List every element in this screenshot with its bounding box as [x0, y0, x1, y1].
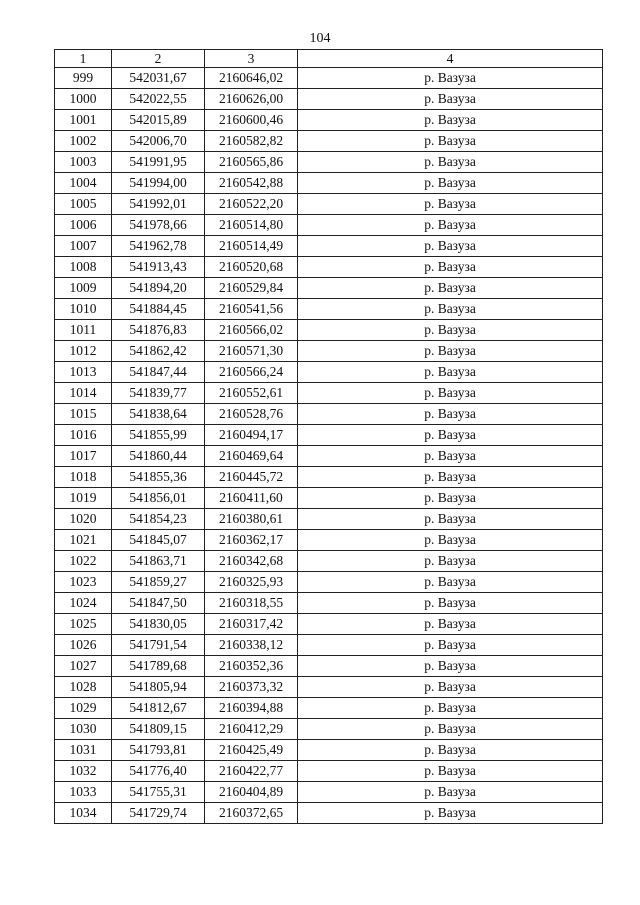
- y-coordinate-cell: 2160469,64: [205, 446, 298, 467]
- y-coordinate-cell: 2160552,61: [205, 383, 298, 404]
- x-coordinate-cell: 541992,01: [112, 194, 205, 215]
- description-cell: р. Вазуза: [298, 341, 603, 362]
- description-cell: р. Вазуза: [298, 68, 603, 89]
- point-number-cell: 1028: [55, 677, 112, 698]
- point-number-cell: 1017: [55, 446, 112, 467]
- description-cell: р. Вазуза: [298, 719, 603, 740]
- column-header-point-number: 1: [55, 50, 112, 68]
- y-coordinate-cell: 2160571,30: [205, 341, 298, 362]
- description-cell: р. Вазуза: [298, 614, 603, 635]
- description-cell: р. Вазуза: [298, 362, 603, 383]
- column-header-x-coordinate: 2: [112, 50, 205, 68]
- x-coordinate-cell: 542031,67: [112, 68, 205, 89]
- point-number-cell: 1002: [55, 131, 112, 152]
- description-cell: р. Вазуза: [298, 89, 603, 110]
- table-row: [55, 698, 603, 719]
- description-cell: р. Вазуза: [298, 467, 603, 488]
- table-row: [55, 530, 603, 551]
- point-number-cell: 1034: [55, 803, 112, 824]
- point-number-cell: 1023: [55, 572, 112, 593]
- table-row: [55, 488, 603, 509]
- y-coordinate-cell: 2160404,89: [205, 782, 298, 803]
- description-cell: р. Вазуза: [298, 635, 603, 656]
- x-coordinate-cell: 541962,78: [112, 236, 205, 257]
- description-cell: р. Вазуза: [298, 299, 603, 320]
- table-row: [55, 68, 603, 89]
- point-number-cell: 1031: [55, 740, 112, 761]
- x-coordinate-cell: 541830,05: [112, 614, 205, 635]
- point-number-cell: 1022: [55, 551, 112, 572]
- x-coordinate-cell: 541894,20: [112, 278, 205, 299]
- description-cell: р. Вазуза: [298, 194, 603, 215]
- description-cell: р. Вазуза: [298, 593, 603, 614]
- point-number-cell: 1010: [55, 299, 112, 320]
- y-coordinate-cell: 2160542,88: [205, 173, 298, 194]
- description-cell: р. Вазуза: [298, 446, 603, 467]
- x-coordinate-cell: 541847,44: [112, 362, 205, 383]
- y-coordinate-cell: 2160362,17: [205, 530, 298, 551]
- description-cell: р. Вазуза: [298, 152, 603, 173]
- y-coordinate-cell: 2160425,49: [205, 740, 298, 761]
- table-row: [55, 425, 603, 446]
- point-number-cell: 1024: [55, 593, 112, 614]
- table-row: [55, 341, 603, 362]
- table-row: [55, 236, 603, 257]
- y-coordinate-cell: 2160445,72: [205, 467, 298, 488]
- point-number-cell: 1005: [55, 194, 112, 215]
- column-header-y-coordinate: 3: [205, 50, 298, 68]
- y-coordinate-cell: 2160522,20: [205, 194, 298, 215]
- description-cell: р. Вазуза: [298, 110, 603, 131]
- point-number-cell: 1018: [55, 467, 112, 488]
- x-coordinate-cell: 541729,74: [112, 803, 205, 824]
- y-coordinate-cell: 2160514,49: [205, 236, 298, 257]
- point-number-cell: 1026: [55, 635, 112, 656]
- description-cell: р. Вазуза: [298, 740, 603, 761]
- table-row: [55, 383, 603, 404]
- y-coordinate-cell: 2160394,88: [205, 698, 298, 719]
- point-number-cell: 1019: [55, 488, 112, 509]
- y-coordinate-cell: 2160494,17: [205, 425, 298, 446]
- x-coordinate-cell: 541854,23: [112, 509, 205, 530]
- y-coordinate-cell: 2160342,68: [205, 551, 298, 572]
- x-coordinate-cell: 541862,42: [112, 341, 205, 362]
- description-cell: р. Вазуза: [298, 320, 603, 341]
- description-cell: р. Вазуза: [298, 173, 603, 194]
- table-row: [55, 635, 603, 656]
- point-number-cell: 1006: [55, 215, 112, 236]
- point-number-cell: 1012: [55, 341, 112, 362]
- description-cell: р. Вазуза: [298, 509, 603, 530]
- x-coordinate-cell: 541809,15: [112, 719, 205, 740]
- description-cell: р. Вазуза: [298, 488, 603, 509]
- table-row: [55, 278, 603, 299]
- x-coordinate-cell: 541838,64: [112, 404, 205, 425]
- table-row: [55, 446, 603, 467]
- table-row: [55, 299, 603, 320]
- y-coordinate-cell: 2160520,68: [205, 257, 298, 278]
- table-row: [55, 257, 603, 278]
- y-coordinate-cell: 2160412,29: [205, 719, 298, 740]
- x-coordinate-cell: 542015,89: [112, 110, 205, 131]
- column-header-description: 4: [298, 50, 603, 68]
- x-coordinate-cell: 541884,45: [112, 299, 205, 320]
- y-coordinate-cell: 2160317,42: [205, 614, 298, 635]
- description-cell: р. Вазуза: [298, 530, 603, 551]
- table-row: [55, 614, 603, 635]
- y-coordinate-cell: 2160529,84: [205, 278, 298, 299]
- table-header-row: [55, 50, 603, 68]
- y-coordinate-cell: 2160626,00: [205, 89, 298, 110]
- x-coordinate-cell: 542006,70: [112, 131, 205, 152]
- description-cell: р. Вазуза: [298, 425, 603, 446]
- y-coordinate-cell: 2160338,12: [205, 635, 298, 656]
- table-row: [55, 551, 603, 572]
- x-coordinate-cell: 541913,43: [112, 257, 205, 278]
- y-coordinate-cell: 2160528,76: [205, 404, 298, 425]
- y-coordinate-cell: 2160422,77: [205, 761, 298, 782]
- table-row: [55, 719, 603, 740]
- point-number-cell: 1003: [55, 152, 112, 173]
- x-coordinate-cell: 541805,94: [112, 677, 205, 698]
- x-coordinate-cell: 541776,40: [112, 761, 205, 782]
- table-row: [55, 362, 603, 383]
- table-row: [55, 320, 603, 341]
- point-number-cell: 1029: [55, 698, 112, 719]
- table-row: [55, 593, 603, 614]
- y-coordinate-cell: 2160373,32: [205, 677, 298, 698]
- x-coordinate-cell: 542022,55: [112, 89, 205, 110]
- point-number-cell: 1000: [55, 89, 112, 110]
- y-coordinate-cell: 2160372,65: [205, 803, 298, 824]
- point-number-cell: 1015: [55, 404, 112, 425]
- description-cell: р. Вазуза: [298, 383, 603, 404]
- x-coordinate-cell: 541847,50: [112, 593, 205, 614]
- y-coordinate-cell: 2160566,24: [205, 362, 298, 383]
- x-coordinate-cell: 541859,27: [112, 572, 205, 593]
- description-cell: р. Вазуза: [298, 677, 603, 698]
- point-number-cell: 1008: [55, 257, 112, 278]
- description-cell: р. Вазуза: [298, 551, 603, 572]
- y-coordinate-cell: 2160380,61: [205, 509, 298, 530]
- point-number-cell: 1009: [55, 278, 112, 299]
- table-row: [55, 404, 603, 425]
- description-cell: р. Вазуза: [298, 215, 603, 236]
- x-coordinate-cell: 541856,01: [112, 488, 205, 509]
- x-coordinate-cell: 541855,99: [112, 425, 205, 446]
- x-coordinate-cell: 541863,71: [112, 551, 205, 572]
- point-number-cell: 999: [55, 68, 112, 89]
- description-cell: р. Вазуза: [298, 803, 603, 824]
- y-coordinate-cell: 2160582,82: [205, 131, 298, 152]
- description-cell: р. Вазуза: [298, 257, 603, 278]
- description-cell: р. Вазуза: [298, 656, 603, 677]
- table-row: [55, 761, 603, 782]
- point-number-cell: 1027: [55, 656, 112, 677]
- description-cell: р. Вазуза: [298, 761, 603, 782]
- table-row: [55, 467, 603, 488]
- table-row: [55, 740, 603, 761]
- table-row: [55, 194, 603, 215]
- description-cell: р. Вазуза: [298, 782, 603, 803]
- point-number-cell: 1032: [55, 761, 112, 782]
- y-coordinate-cell: 2160565,86: [205, 152, 298, 173]
- point-number-cell: 1030: [55, 719, 112, 740]
- y-coordinate-cell: 2160318,55: [205, 593, 298, 614]
- description-cell: р. Вазуза: [298, 278, 603, 299]
- description-cell: р. Вазуза: [298, 236, 603, 257]
- table-row: [55, 173, 603, 194]
- point-number-cell: 1025: [55, 614, 112, 635]
- point-number-cell: 1020: [55, 509, 112, 530]
- table-row: [55, 782, 603, 803]
- y-coordinate-cell: 2160411,60: [205, 488, 298, 509]
- x-coordinate-cell: 541755,31: [112, 782, 205, 803]
- table-row: [55, 803, 603, 824]
- table-body: [55, 68, 603, 824]
- description-cell: р. Вазуза: [298, 131, 603, 152]
- y-coordinate-cell: 2160325,93: [205, 572, 298, 593]
- point-number-cell: 1001: [55, 110, 112, 131]
- x-coordinate-cell: 541876,83: [112, 320, 205, 341]
- description-cell: р. Вазуза: [298, 572, 603, 593]
- y-coordinate-cell: 2160566,02: [205, 320, 298, 341]
- x-coordinate-cell: 541991,95: [112, 152, 205, 173]
- point-number-cell: 1004: [55, 173, 112, 194]
- x-coordinate-cell: 541845,07: [112, 530, 205, 551]
- page-number: 104: [309, 31, 331, 46]
- y-coordinate-cell: 2160600,46: [205, 110, 298, 131]
- y-coordinate-cell: 2160646,02: [205, 68, 298, 89]
- table-row: [55, 677, 603, 698]
- x-coordinate-cell: 541994,00: [112, 173, 205, 194]
- point-number-cell: 1013: [55, 362, 112, 383]
- x-coordinate-cell: 541839,77: [112, 383, 205, 404]
- table-row: [55, 215, 603, 236]
- table-row: [55, 572, 603, 593]
- x-coordinate-cell: 541791,54: [112, 635, 205, 656]
- x-coordinate-cell: 541812,67: [112, 698, 205, 719]
- point-number-cell: 1021: [55, 530, 112, 551]
- y-coordinate-cell: 2160514,80: [205, 215, 298, 236]
- x-coordinate-cell: 541789,68: [112, 656, 205, 677]
- table-row: [55, 110, 603, 131]
- description-cell: р. Вазуза: [298, 698, 603, 719]
- point-number-cell: 1007: [55, 236, 112, 257]
- point-number-cell: 1014: [55, 383, 112, 404]
- x-coordinate-cell: 541978,66: [112, 215, 205, 236]
- x-coordinate-cell: 541793,81: [112, 740, 205, 761]
- table-row: [55, 509, 603, 530]
- y-coordinate-cell: 2160541,56: [205, 299, 298, 320]
- x-coordinate-cell: 541860,44: [112, 446, 205, 467]
- coordinates-table: [54, 49, 603, 824]
- point-number-cell: 1033: [55, 782, 112, 803]
- table-row: [55, 131, 603, 152]
- table-row: [55, 152, 603, 173]
- table-row: [55, 656, 603, 677]
- y-coordinate-cell: 2160352,36: [205, 656, 298, 677]
- description-cell: р. Вазуза: [298, 404, 603, 425]
- point-number-cell: 1011: [55, 320, 112, 341]
- table-row: [55, 89, 603, 110]
- x-coordinate-cell: 541855,36: [112, 467, 205, 488]
- point-number-cell: 1016: [55, 425, 112, 446]
